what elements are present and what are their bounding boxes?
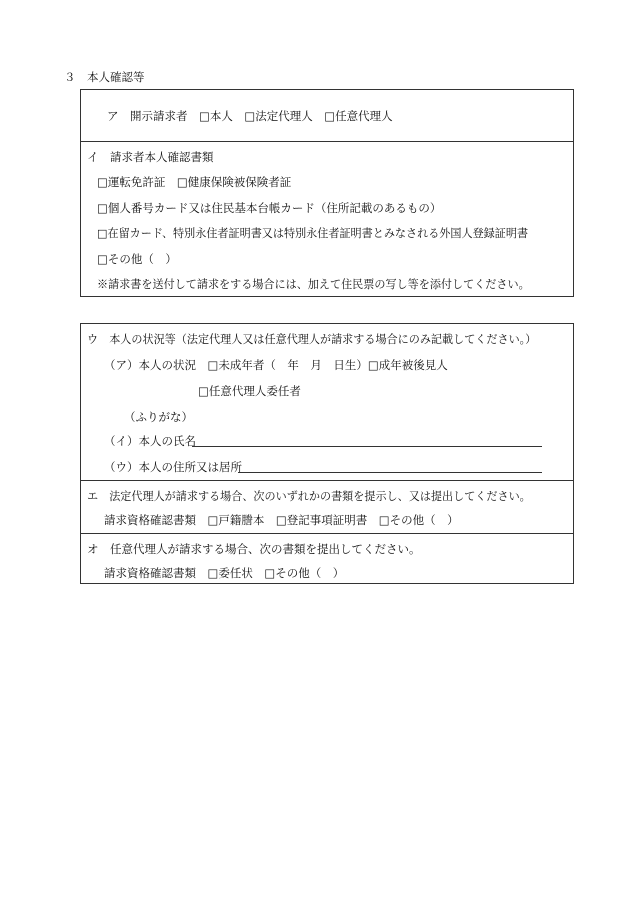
voluntary-agent-title: オ 任意代理人が請求する場合、次の書類を提出してください。 xyxy=(87,542,421,556)
principal-address-label: （ウ）本人の住所又は居所 xyxy=(104,460,242,474)
identity-doc-option: □運転免許証 □健康保険被保険者証 xyxy=(97,175,292,189)
divider xyxy=(80,533,574,534)
identity-doc-option: □個人番号カード又は住民基本台帳カード（住所記載のあるもの） xyxy=(97,201,442,215)
divider xyxy=(80,480,574,481)
identity-doc-option: □在留カード、特別永住者証明書又は特別永住者証明書とみなされる外国人登録証明書 xyxy=(97,227,529,240)
legal-agent-docs: 請求資格確認書類 □戸籍謄本 □登記事項証明書 □その他（ ） xyxy=(104,513,459,527)
legal-agent-title: エ 法定代理人が請求する場合、次のいずれかの書類を提示し、又は提出してください。 xyxy=(87,490,531,503)
identity-doc-note: ※請求書を送付して請求をする場合には、加えて住民票の写し等を添付してください。 xyxy=(97,278,530,291)
principal-status-line: （ア）本人の状況 □未成年者（ 年 月 日生）□成年被後見人 xyxy=(104,358,448,372)
principal-name-label: （イ）本人の氏名 xyxy=(104,434,196,448)
requester-type-line: ア 開示請求者 □本人 □法定代理人 □任意代理人 xyxy=(107,109,393,123)
principal-status-title: ウ 本人の状況等（法定代理人又は任意代理人が請求する場合にのみ記載してください。） xyxy=(87,333,537,346)
voluntary-agent-docs: 請求資格確認書類 □委任状 □その他（ ） xyxy=(104,566,345,580)
identity-documents-title: イ 請求者本人確認書類 xyxy=(87,150,214,164)
furigana-label: （ふりがな） xyxy=(124,410,193,424)
section-heading: ３ 本人確認等 xyxy=(64,70,145,84)
principal-address-field[interactable] xyxy=(238,472,542,473)
principal-status-line-2: □任意代理人委任者 xyxy=(198,384,301,398)
identity-doc-option: □その他（ ） xyxy=(97,252,177,266)
principal-name-field[interactable] xyxy=(192,446,542,447)
